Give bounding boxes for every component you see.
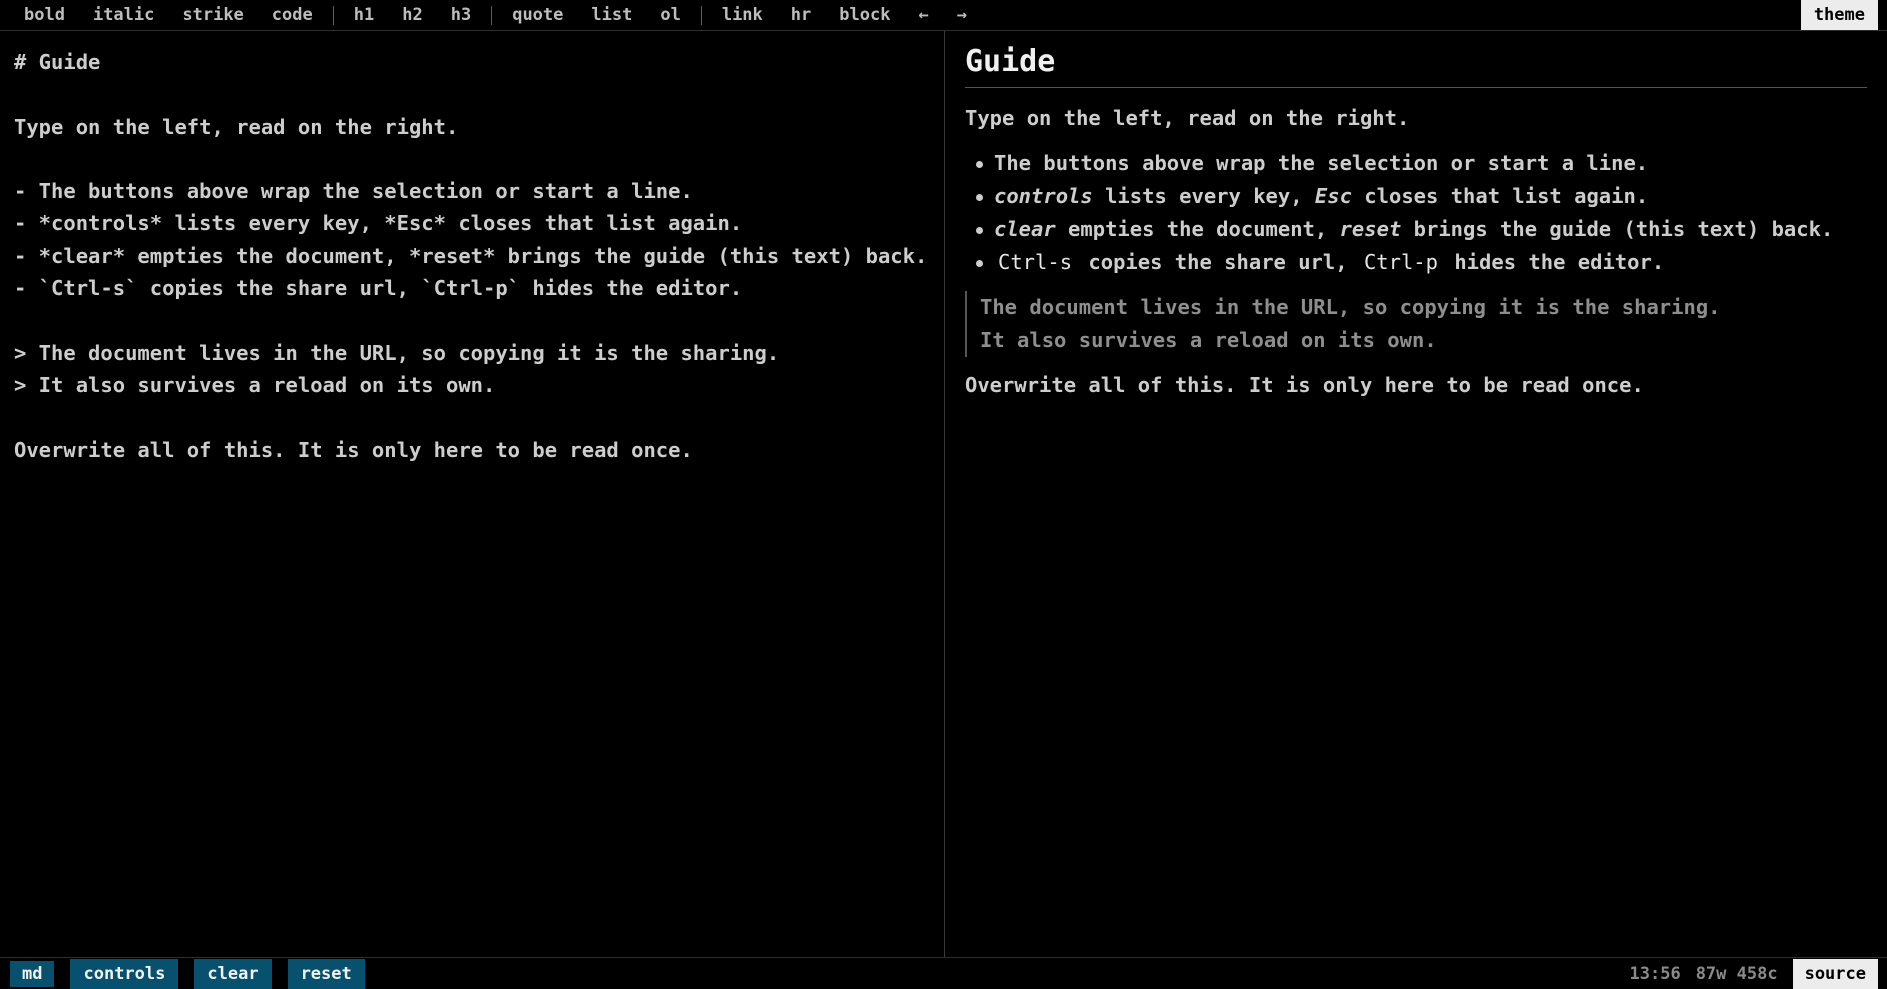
toolbar-divider (701, 6, 702, 25)
editor-line: - The buttons above wrap the selection or start a line. (14, 179, 693, 204)
list-item-text: copies the share url, (1076, 250, 1360, 274)
undo-arrow-icon[interactable]: ← (918, 5, 929, 25)
horizontal-rule-button[interactable]: hr (790, 5, 812, 25)
editor-line: Overwrite all of this. It is only here to be read once. (14, 437, 693, 462)
inline-code: Ctrl-p (1363, 250, 1438, 274)
reset-button[interactable]: reset (288, 959, 365, 989)
editor-line (14, 304, 930, 336)
editor-line: > The document lives in the URL, so copying it is the sharing. (14, 340, 780, 365)
emphasis-text: reset (1339, 217, 1402, 241)
rendered-preview (946, 31, 1887, 957)
blockquote-line: It also survives a reload on its own. (980, 328, 1437, 352)
theme-button[interactable]: theme (1801, 0, 1878, 30)
emphasis-text: controls (994, 184, 1093, 208)
preview-outro-paragraph: Overwrite all of this. It is only here to be read once. (965, 373, 1644, 397)
list-item-text: lists every key, (1092, 184, 1315, 208)
status-bar-info (1630, 959, 1879, 989)
bullet-icon (976, 161, 983, 168)
list-item (965, 147, 1867, 180)
inline-code: Ctrl-s (998, 250, 1073, 274)
status-bar-actions (10, 959, 381, 989)
bullet-icon (976, 227, 983, 234)
word-char-count: 87w 458c (1695, 964, 1778, 984)
redo-arrow-icon[interactable]: → (956, 5, 967, 25)
h3-button[interactable]: h3 (450, 5, 472, 25)
list-item (965, 213, 1867, 246)
emphasis-text: Esc (1314, 184, 1352, 208)
toolbar-divider (333, 6, 334, 25)
ordered-list-button[interactable]: ol (660, 5, 681, 25)
editor-line: Type on the left, read on the right. (14, 114, 459, 139)
editor-line (14, 401, 930, 433)
code-button[interactable]: code (271, 5, 313, 25)
preview-blockquote (965, 291, 1867, 357)
list-item-text: The buttons above wrap the selection or start a line. (994, 151, 1649, 175)
preview-bullet-list (965, 147, 1867, 279)
list-item-text: closes that list again. (1351, 184, 1649, 208)
list-item-text: hides the editor. (1442, 250, 1665, 274)
source-toggle-button[interactable]: source (1793, 959, 1878, 989)
h2-button[interactable]: h2 (402, 5, 423, 25)
editor-line: - *controls* lists every key, *Esc* closes that list again. (14, 211, 743, 236)
controls-button[interactable]: controls (70, 959, 178, 989)
list-item-text: brings the guide (this text) back. (1401, 217, 1834, 241)
formatting-toolbar (0, 0, 1887, 31)
editor-line (14, 143, 930, 175)
toolbar-divider (491, 6, 492, 25)
preview-heading: Guide (965, 41, 1867, 88)
bullet-icon (976, 260, 983, 267)
h1-button[interactable]: h1 (353, 5, 375, 25)
bold-button[interactable]: bold (24, 5, 65, 25)
editor-line: - *clear* empties the document, *reset* brings the guide (this text) back. (14, 243, 928, 268)
editor-line (14, 78, 930, 110)
italic-button[interactable]: italic (92, 5, 155, 25)
blockquote-line: The document lives in the URL, so copying it is the sharing. (980, 295, 1721, 319)
code-block-button[interactable]: block (839, 5, 891, 25)
preview-intro-paragraph: Type on the left, read on the right. (965, 106, 1410, 130)
toolbar-items (10, 0, 981, 30)
clock-readout: 13:56 (1629, 964, 1681, 984)
editor-line: - `Ctrl-s` copies the share url, `Ctrl-p` hides the editor. (14, 276, 743, 301)
list-item (965, 246, 1867, 279)
list-item-text: empties the document, (1055, 217, 1340, 241)
link-button[interactable]: link (721, 5, 763, 25)
clear-button[interactable]: clear (194, 959, 271, 989)
editor-line: > It also survives a reload on its own. (14, 372, 496, 397)
mode-badge[interactable]: md (10, 961, 54, 987)
list-button[interactable]: list (591, 5, 633, 25)
editor-line: # Guide (14, 50, 101, 74)
strike-button[interactable]: strike (182, 5, 244, 25)
bullet-icon (976, 194, 983, 201)
status-bar (0, 957, 1887, 989)
list-item (965, 180, 1867, 213)
markdown-editor[interactable] (0, 31, 945, 957)
emphasis-text: clear (994, 217, 1056, 241)
quote-button[interactable]: quote (512, 5, 564, 25)
